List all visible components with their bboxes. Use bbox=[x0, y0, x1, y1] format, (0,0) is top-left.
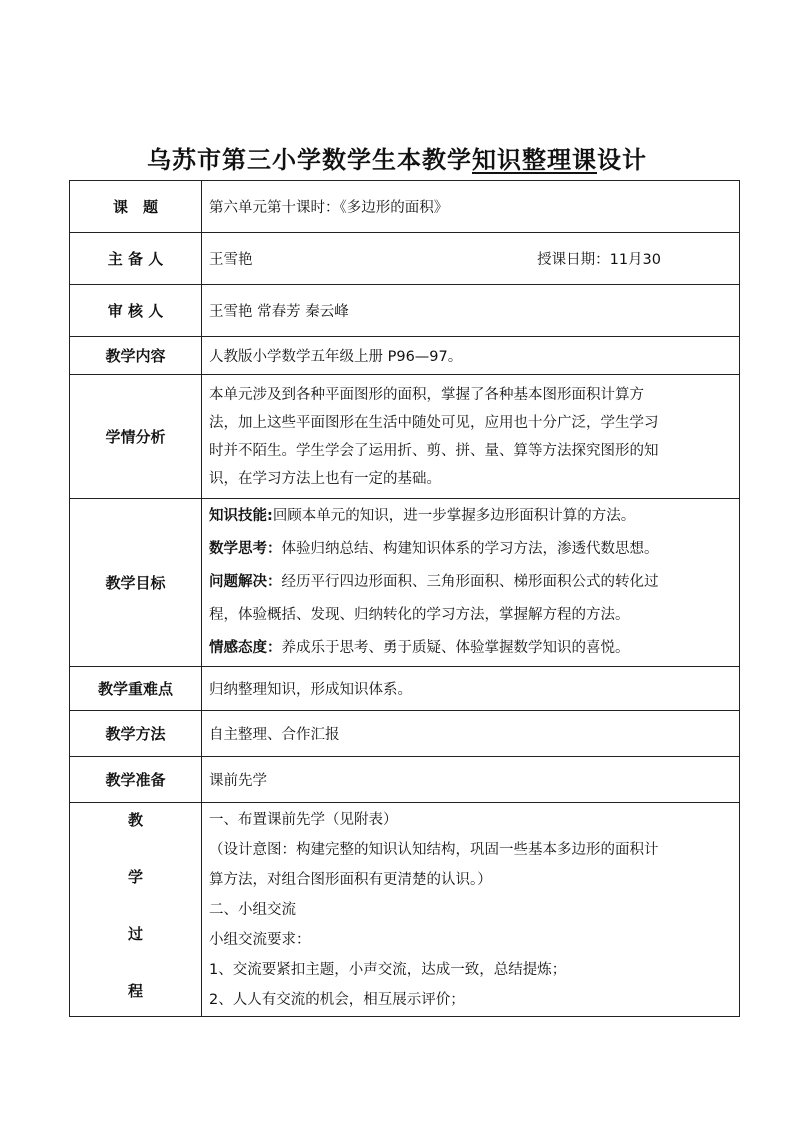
analysis-cell bbox=[202, 375, 740, 499]
preparer-value: 王雪艳 bbox=[209, 252, 253, 268]
goal-text: 体验归纳总结、构建知识体系的学习方法，渗透代数思想。 bbox=[281, 541, 659, 557]
prep-row bbox=[70, 757, 740, 803]
lesson-date: 授课日期：11月30 bbox=[537, 252, 661, 268]
process-label-char: 教 bbox=[127, 811, 143, 829]
goals-cell bbox=[202, 499, 740, 667]
content-label: 教学内容 bbox=[70, 337, 202, 375]
analysis-line: 本单元涉及到各种平面图形的面积，掌握了各种基本图形面积计算方 bbox=[209, 386, 644, 403]
process-line: 2、人人有交流的机会，相互展示评价； bbox=[209, 992, 465, 1008]
prep-value: 课前先学 bbox=[202, 757, 740, 803]
process-cell bbox=[202, 803, 740, 1017]
topic-row bbox=[70, 181, 740, 233]
title-part-1: 乌苏市第三小学数学生本教学 bbox=[147, 146, 472, 174]
goal-head: 知识技能: bbox=[209, 508, 273, 524]
analysis-label: 学情分析 bbox=[70, 375, 202, 499]
process-row bbox=[70, 803, 740, 1017]
method-label: 教学方法 bbox=[70, 711, 202, 757]
process-line: （设计意图：构建完整的知识认知结构，巩固一些基本多边形的面积计 bbox=[209, 842, 659, 858]
process-line: 二、小组交流 bbox=[209, 902, 296, 918]
goal-item-continued: 程，体验概括、发现、归纳转化的学习方法，掌握解方程的方法。 bbox=[209, 607, 630, 623]
goals-label: 教学目标 bbox=[70, 499, 202, 667]
keypoints-row bbox=[70, 667, 740, 711]
topic-value: 第六单元第十课时：《多边形的面积》 bbox=[202, 181, 740, 233]
goal-head: 数学思考： bbox=[209, 541, 282, 557]
process-line: 一、布置课前先学（见附表） bbox=[209, 812, 398, 828]
keypoints-label: 教学重难点 bbox=[70, 667, 202, 711]
process-label-char: 过 bbox=[127, 925, 143, 943]
goal-head: 情感态度： bbox=[209, 640, 282, 656]
goals-row bbox=[70, 499, 740, 667]
process-line: 小组交流要求： bbox=[209, 932, 311, 948]
method-value: 自主整理、合作汇报 bbox=[202, 711, 740, 757]
prep-label: 教学准备 bbox=[70, 757, 202, 803]
reviewer-row bbox=[70, 285, 740, 337]
goal-item bbox=[209, 566, 733, 599]
goal-head: 问题解决： bbox=[209, 574, 282, 590]
process-label-char: 学 bbox=[127, 868, 143, 886]
process-line: 1、交流要紧扣主题，小声交流，达成一致，总结提炼； bbox=[209, 962, 567, 978]
goal-item bbox=[209, 500, 733, 533]
goal-text: 回顾本单元的知识，进一步掌握多边形面积计算的方法。 bbox=[272, 508, 636, 524]
topic-label: 课 题 bbox=[70, 181, 202, 233]
goal-text: 养成乐于思考、勇于质疑、体验掌握数学知识的喜悦。 bbox=[281, 640, 630, 656]
content-row bbox=[70, 337, 740, 375]
goal-item bbox=[209, 632, 733, 665]
lesson-plan-table bbox=[69, 180, 740, 1017]
method-row bbox=[70, 711, 740, 757]
process-label bbox=[70, 803, 202, 1017]
reviewer-value: 王雪艳 常春芳 秦云峰 bbox=[202, 285, 740, 337]
reviewer-label: 审 核 人 bbox=[70, 285, 202, 337]
process-label-char: 程 bbox=[127, 982, 143, 1000]
goal-item bbox=[209, 533, 733, 566]
preparer-row bbox=[70, 233, 740, 285]
analysis-line: 法，加上这些平面图形在生活中随处可见，应用也十分广泛，学生学习 bbox=[209, 414, 659, 431]
page-title bbox=[0, 140, 794, 175]
goal-text: 经历平行四边形面积、三角形面积、梯形面积公式的转化过 bbox=[281, 574, 659, 590]
title-part-3: 设计 bbox=[597, 146, 647, 174]
preparer-cell bbox=[202, 233, 740, 285]
analysis-line: 时并不陌生。学生学会了运用折、剪、拼、量、算等方法探究图形的知 bbox=[209, 442, 659, 459]
preparer-label: 主 备 人 bbox=[70, 233, 202, 285]
keypoints-value: 归纳整理知识，形成知识体系。 bbox=[202, 667, 740, 711]
analysis-row bbox=[70, 375, 740, 499]
process-line: 算方法，对组合图形面积有更清楚的认识。） bbox=[209, 872, 492, 888]
analysis-line: 识，在学习方法上也有一定的基础。 bbox=[209, 470, 441, 487]
title-part-2: 知识整理课 bbox=[472, 146, 597, 174]
content-value: 人教版小学数学五年级上册 P96—97。 bbox=[202, 337, 740, 375]
